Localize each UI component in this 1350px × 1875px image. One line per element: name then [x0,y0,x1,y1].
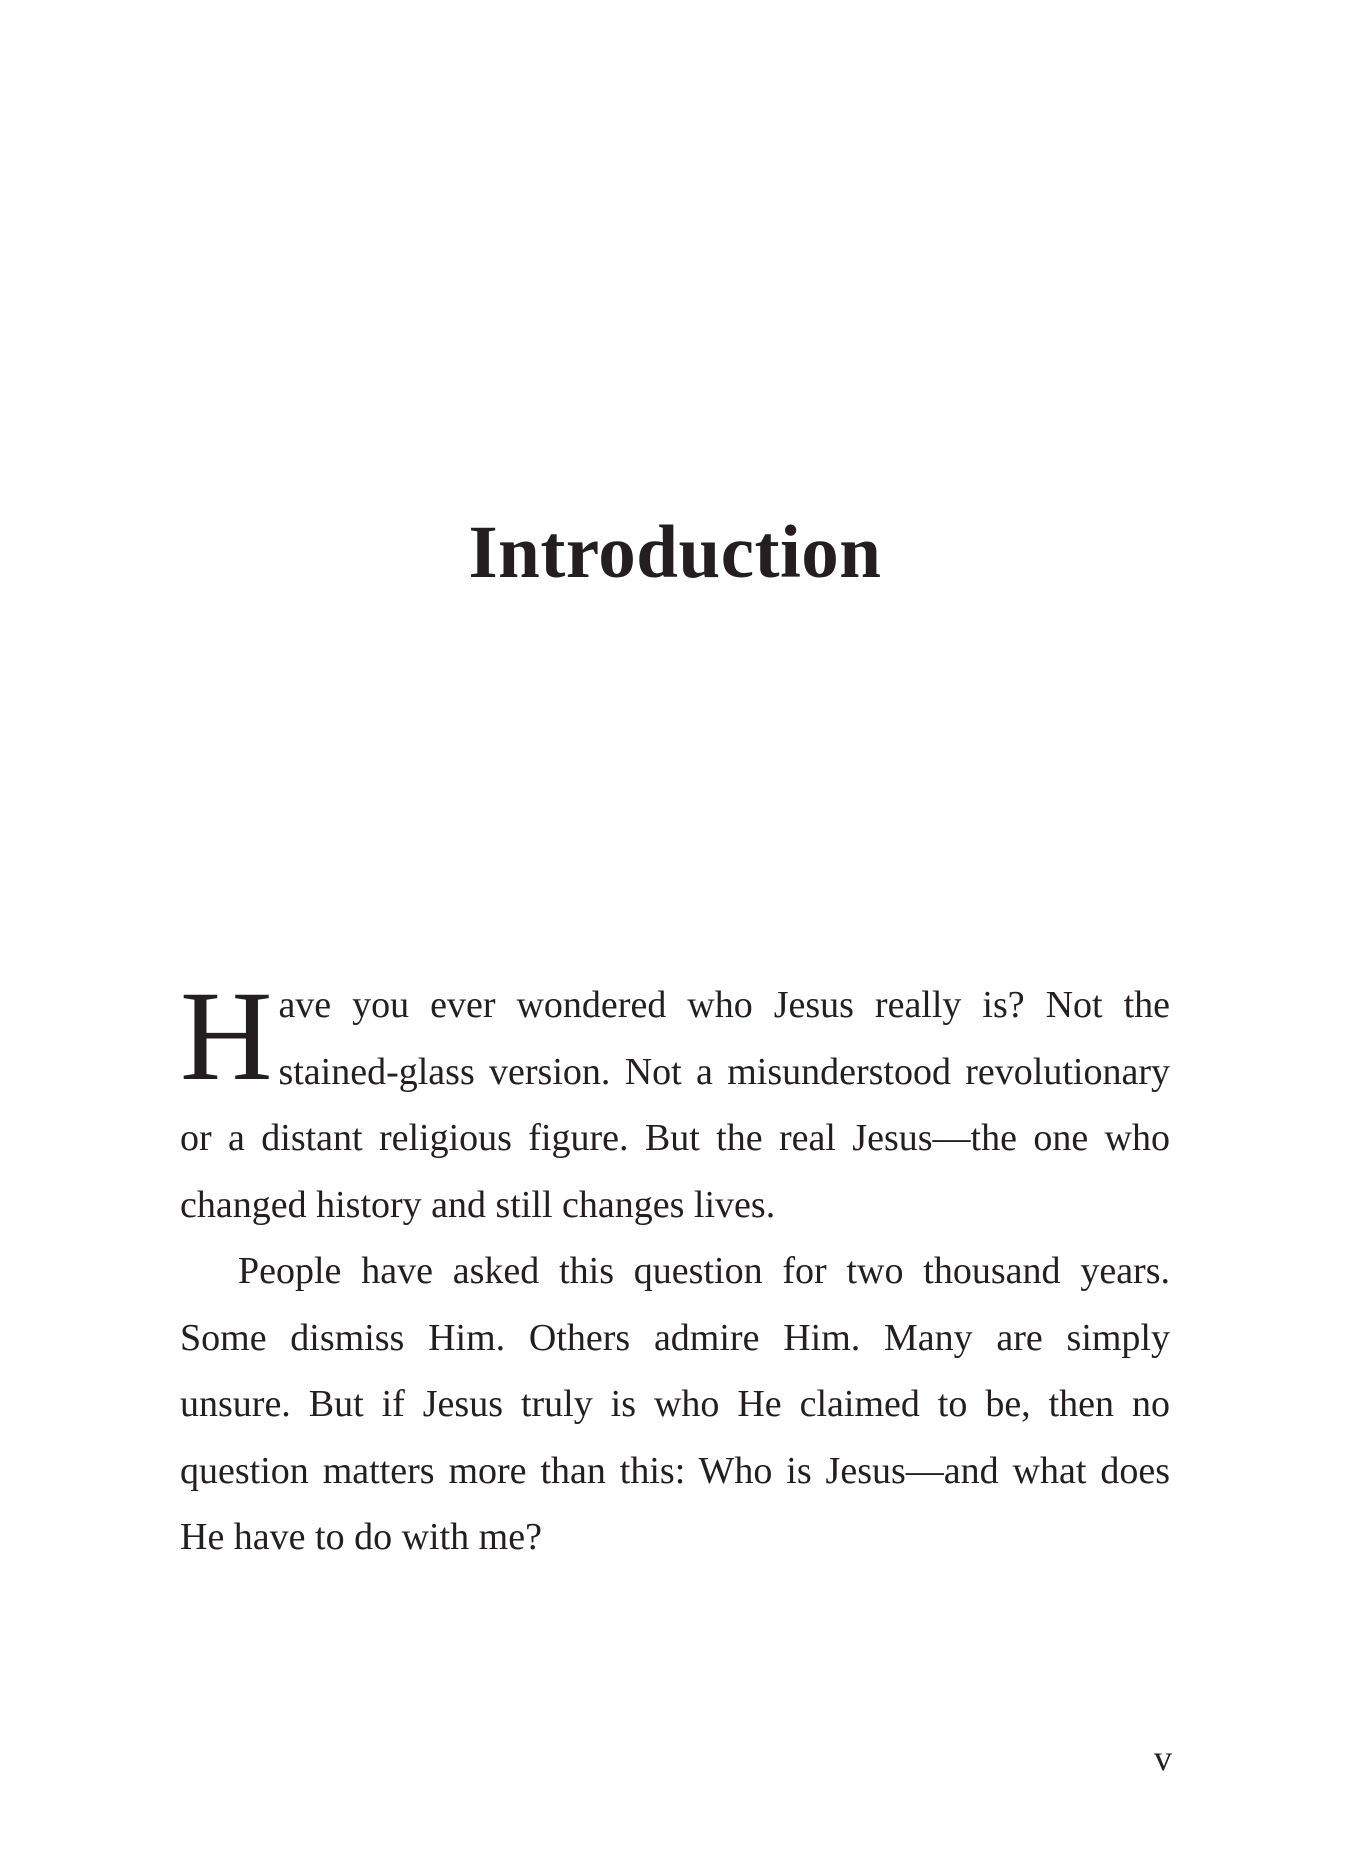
paragraph-text: ave you ever wondered who Jesus really is? Not the stained-glass version. Not a misunderstood revolutionary or a distant religious figure. But the real Jesus—the one who changed history and still changes lives. [180,984,1170,1226]
paragraph-text: People have asked this question for two thousand years. Some dismiss Him. Others admire Him. Many are simply unsure. But if Jesus truly is who He claimed to be, then no question matters more than this: Who is Jesus—and what does He have to do with me? [180,1250,1170,1558]
paragraph [180,1238,1170,1571]
drop-cap: H [180,965,273,1107]
body-text [180,965,1170,1571]
page-number: v [1154,1738,1172,1778]
paragraph [180,965,1170,1238]
chapter-title: Introduction [468,511,882,594]
